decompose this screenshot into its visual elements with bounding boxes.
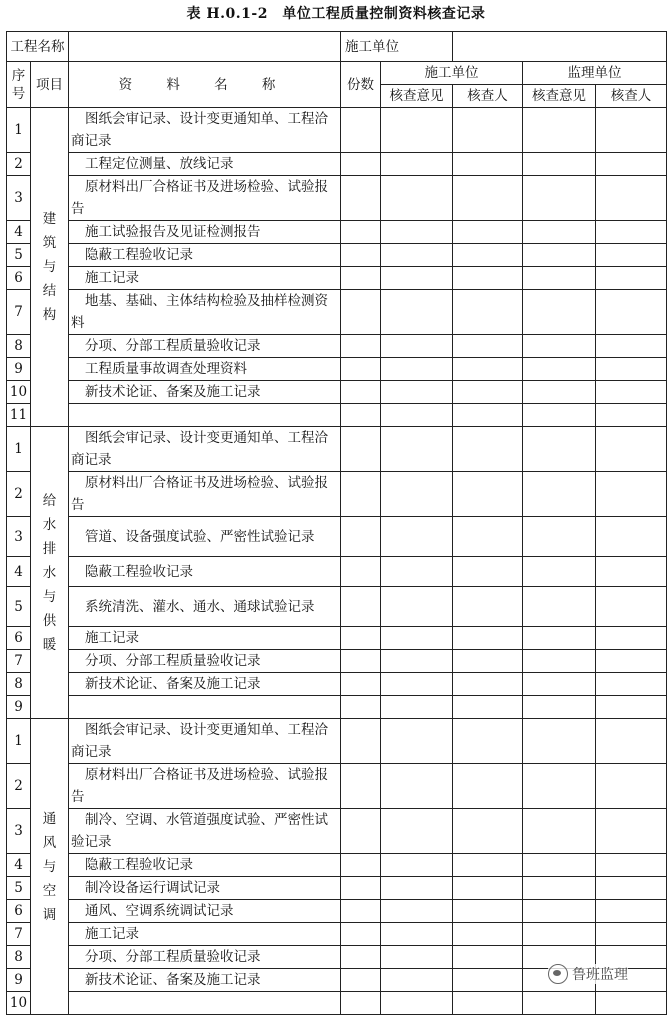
material-name-cell: 新技术论证、备案及施工记录: [69, 969, 341, 992]
contractor-checker-cell[interactable]: [453, 854, 523, 877]
contractor-opinion-cell[interactable]: [381, 587, 453, 627]
material-name-cell: 分项、分部工程质量验收记录: [69, 335, 341, 358]
contractor-label: 施工单位: [341, 32, 453, 62]
supervisor-checker-cell[interactable]: [596, 427, 667, 472]
supervisor-opinion-cell[interactable]: [523, 472, 596, 517]
table-row: [7, 221, 667, 244]
row-number: 6: [7, 627, 31, 650]
table-row: [7, 992, 667, 1015]
category-cell: [31, 719, 69, 1015]
supervisor-opinion-cell[interactable]: [523, 587, 596, 627]
copies-cell[interactable]: [341, 809, 381, 854]
supervisor-opinion-cell[interactable]: [523, 764, 596, 809]
contractor-opinion-cell[interactable]: [381, 696, 453, 719]
supervisor-checker-cell[interactable]: [596, 696, 667, 719]
contractor-checker-cell[interactable]: [453, 153, 523, 176]
row-number: 5: [7, 244, 31, 267]
supervisor-opinion-cell[interactable]: [523, 696, 596, 719]
supervisor-opinion-cell[interactable]: [523, 992, 596, 1015]
material-name-cell: [69, 696, 341, 719]
copies-header: 份数: [341, 62, 381, 108]
copies-cell[interactable]: [341, 900, 381, 923]
supervisor-opinion-cell[interactable]: [523, 153, 596, 176]
supervisor-checker-cell[interactable]: [596, 358, 667, 381]
contractor-opinion-cell[interactable]: [381, 153, 453, 176]
table-row: [7, 427, 667, 472]
material-name-cell: 隐蔽工程验收记录: [69, 244, 341, 267]
supervisor-checker-cell[interactable]: [596, 176, 667, 221]
copies-cell[interactable]: [341, 244, 381, 267]
supervisor-opinion-cell[interactable]: [523, 854, 596, 877]
supervisor-checker-cell[interactable]: [596, 290, 667, 335]
copies-cell[interactable]: [341, 696, 381, 719]
contractor-opinion-cell[interactable]: [381, 335, 453, 358]
supervisor-checker-cell[interactable]: [596, 108, 667, 153]
copies-cell[interactable]: [341, 877, 381, 900]
supervisor-checker-cell[interactable]: [596, 381, 667, 404]
copies-cell[interactable]: [341, 764, 381, 809]
row-number: 4: [7, 221, 31, 244]
supervisor-checker-cell[interactable]: [596, 472, 667, 517]
table-row: [7, 153, 667, 176]
category-cell: [31, 108, 69, 427]
row-number: 8: [7, 673, 31, 696]
contractor-checker-cell[interactable]: [453, 404, 523, 427]
material-name-cell: 工程定位测量、放线记录: [69, 153, 341, 176]
column-header-row-1: [7, 62, 667, 85]
table-row: [7, 923, 667, 946]
supervisor-checker-cell[interactable]: [596, 764, 667, 809]
row-number: 3: [7, 809, 31, 854]
material-name-header: 资 料 名 称: [69, 62, 341, 108]
contractor-checker-cell[interactable]: [453, 517, 523, 557]
material-name-cell: [69, 992, 341, 1015]
contractor-opinion-cell[interactable]: [381, 946, 453, 969]
row-number: 2: [7, 764, 31, 809]
contractor-opinion-cell[interactable]: [381, 517, 453, 557]
supervisor-opinion-cell[interactable]: [523, 108, 596, 153]
contractor-opinion-cell[interactable]: [381, 854, 453, 877]
supervisor-checker-cell[interactable]: [596, 221, 667, 244]
supervisor-opinion-cell[interactable]: [523, 809, 596, 854]
contractor-checker-cell[interactable]: [453, 696, 523, 719]
contractor-checker-cell[interactable]: [453, 969, 523, 992]
supervisor-checker-cell[interactable]: [596, 923, 667, 946]
contractor-opinion-cell[interactable]: [381, 221, 453, 244]
copies-cell[interactable]: [341, 153, 381, 176]
contractor-checker-cell[interactable]: [453, 877, 523, 900]
material-name-cell: [69, 404, 341, 427]
contractor-checker-cell[interactable]: [453, 557, 523, 587]
contractor-opinion-cell[interactable]: [381, 267, 453, 290]
contractor-opinion-cell[interactable]: [381, 900, 453, 923]
supervisor-opinion-cell[interactable]: [523, 381, 596, 404]
row-number: 5: [7, 587, 31, 627]
contractor-checker-cell[interactable]: [453, 427, 523, 472]
material-name-cell: 原材料出厂合格证书及进场检验、试验报告: [69, 472, 341, 517]
row-number: 6: [7, 267, 31, 290]
table-row: [7, 290, 667, 335]
supervisor-checker-cell[interactable]: [596, 557, 667, 587]
supervisor-opinion-cell[interactable]: [523, 719, 596, 764]
table-row: [7, 627, 667, 650]
copies-cell[interactable]: [341, 969, 381, 992]
table-row: [7, 108, 667, 153]
table-row: [7, 358, 667, 381]
row-number: 11: [7, 404, 31, 427]
contractor-opinion-cell[interactable]: [381, 290, 453, 335]
supervisor-opinion-cell[interactable]: [523, 557, 596, 587]
row-number: 3: [7, 517, 31, 557]
category-label: 通风与空调: [42, 810, 57, 923]
row-number: 3: [7, 176, 31, 221]
copies-cell[interactable]: [341, 381, 381, 404]
table-row: [7, 587, 667, 627]
contractor-opinion-cell[interactable]: [381, 992, 453, 1015]
supervisor-checker-cell[interactable]: [596, 650, 667, 673]
copies-cell[interactable]: [341, 176, 381, 221]
supervisor-checker-cell[interactable]: [596, 877, 667, 900]
material-name-cell: 新技术论证、备案及施工记录: [69, 673, 341, 696]
copies-cell[interactable]: [341, 267, 381, 290]
contractor-opinion-cell[interactable]: [381, 427, 453, 472]
contractor-opinion-cell[interactable]: [381, 650, 453, 673]
material-name-cell: 图纸会审记录、设计变更通知单、工程洽商记录: [69, 108, 341, 153]
copies-cell[interactable]: [341, 587, 381, 627]
table-row: [7, 472, 667, 517]
supervisor-opinion-cell[interactable]: [523, 244, 596, 267]
contractor-opinion-cell[interactable]: [381, 557, 453, 587]
contractor-opinion-cell[interactable]: [381, 673, 453, 696]
supervisor-opinion-cell[interactable]: [523, 404, 596, 427]
contractor-checker-cell[interactable]: [453, 244, 523, 267]
row-number: 5: [7, 877, 31, 900]
contractor-checker-cell[interactable]: [453, 587, 523, 627]
material-name-cell: 施工记录: [69, 627, 341, 650]
category-cell: [31, 427, 69, 719]
copies-cell[interactable]: [341, 719, 381, 764]
copies-cell[interactable]: [341, 358, 381, 381]
row-number: 7: [7, 290, 31, 335]
table-row: [7, 809, 667, 854]
contractor-checker-cell[interactable]: [453, 992, 523, 1015]
supervisor-checker-cell[interactable]: [596, 900, 667, 923]
row-number: 10: [7, 381, 31, 404]
contractor-opinion-cell[interactable]: [381, 381, 453, 404]
material-name-cell: 通风、空调系统调试记录: [69, 900, 341, 923]
supervisor-checker-cell[interactable]: [596, 267, 667, 290]
copies-cell[interactable]: [341, 650, 381, 673]
material-name-cell: 隐蔽工程验收记录: [69, 557, 341, 587]
supervisor-checker-cell[interactable]: [596, 719, 667, 764]
supervisor-opinion-cell[interactable]: [523, 267, 596, 290]
contractor-checker-cell[interactable]: [453, 176, 523, 221]
row-number: 6: [7, 900, 31, 923]
material-name-cell: 地基、基础、主体结构检验及抽样检测资料: [69, 290, 341, 335]
contractor-checker-cell[interactable]: [453, 719, 523, 764]
table-row: [7, 650, 667, 673]
project-name-label: 工程名称: [7, 32, 69, 62]
table-row: [7, 673, 667, 696]
material-name-cell: 管道、设备强度试验、严密性试验记录: [69, 517, 341, 557]
copies-cell[interactable]: [341, 946, 381, 969]
contractor-checker-cell[interactable]: [453, 335, 523, 358]
row-number: 10: [7, 992, 31, 1015]
table-row: [7, 764, 667, 809]
supervisor-opinion-cell[interactable]: [523, 517, 596, 557]
contractor-checker-cell[interactable]: [453, 221, 523, 244]
supervisor-checker-cell[interactable]: [596, 153, 667, 176]
table-row: [7, 900, 667, 923]
watermark-text: 鲁班监理: [572, 967, 628, 983]
supervisor-checker-cell[interactable]: [596, 335, 667, 358]
supervisor-checker-cell[interactable]: [596, 587, 667, 627]
contractor-checker-cell[interactable]: [453, 673, 523, 696]
row-number: 1: [7, 108, 31, 153]
supervisor-checker-cell[interactable]: [596, 627, 667, 650]
table-row: [7, 176, 667, 221]
contractor-checker-cell[interactable]: [453, 650, 523, 673]
supervisor-checker-cell[interactable]: [596, 992, 667, 1015]
contractor-opinion-cell[interactable]: [381, 719, 453, 764]
contractor-opinion-cell[interactable]: [381, 969, 453, 992]
copies-cell[interactable]: [341, 472, 381, 517]
contractor-checker-cell[interactable]: [453, 627, 523, 650]
material-name-cell: 图纸会审记录、设计变更通知单、工程洽商记录: [69, 719, 341, 764]
material-name-cell: 施工试验报告及见证检测报告: [69, 221, 341, 244]
row-number: 9: [7, 969, 31, 992]
page-title: 表 H.0.1-2 单位工程质量控制资料核查记录: [186, 6, 486, 22]
contractor-checker-cell[interactable]: [453, 108, 523, 153]
supervisor-checker-header: 核查人: [596, 85, 667, 108]
project-info-row: [7, 32, 667, 62]
row-number: 8: [7, 946, 31, 969]
row-number: 7: [7, 923, 31, 946]
contractor-checker-cell[interactable]: [453, 381, 523, 404]
contractor-checker-header: 核查人: [453, 85, 523, 108]
contractor-opinion-cell[interactable]: [381, 809, 453, 854]
row-number: 9: [7, 358, 31, 381]
row-number: 1: [7, 427, 31, 472]
quality-control-records-table: [6, 31, 667, 1015]
contractor-unit-header: 施工单位: [381, 62, 523, 85]
row-number: 2: [7, 153, 31, 176]
copies-cell[interactable]: [341, 557, 381, 587]
supervisor-opinion-cell[interactable]: [523, 335, 596, 358]
row-number: 4: [7, 854, 31, 877]
contractor-checker-cell[interactable]: [453, 358, 523, 381]
category-label: 给水排水与供暖: [42, 492, 57, 653]
supervisor-checker-cell[interactable]: [596, 809, 667, 854]
copies-cell[interactable]: [341, 404, 381, 427]
copies-cell[interactable]: [341, 627, 381, 650]
supervisor-unit-header: 监理单位: [523, 62, 667, 85]
contractor-checker-cell[interactable]: [453, 472, 523, 517]
row-number: 1: [7, 719, 31, 764]
table-row: [7, 244, 667, 267]
material-name-cell: 图纸会审记录、设计变更通知单、工程洽商记录: [69, 427, 341, 472]
table-row: [7, 696, 667, 719]
contractor-checker-cell[interactable]: [453, 290, 523, 335]
contractor-opinion-cell[interactable]: [381, 176, 453, 221]
supervisor-checker-cell[interactable]: [596, 244, 667, 267]
copies-cell[interactable]: [341, 517, 381, 557]
supervisor-opinion-cell[interactable]: [523, 358, 596, 381]
row-number: 9: [7, 696, 31, 719]
supervisor-opinion-cell[interactable]: [523, 877, 596, 900]
material-name-cell: 分项、分部工程质量验收记录: [69, 946, 341, 969]
watermark: [548, 964, 628, 984]
row-number: 2: [7, 472, 31, 517]
row-number: 7: [7, 650, 31, 673]
supervisor-opinion-cell[interactable]: [523, 427, 596, 472]
contractor-field[interactable]: [453, 32, 667, 62]
table-row: [7, 267, 667, 290]
contractor-opinion-cell[interactable]: [381, 877, 453, 900]
material-name-cell: 制冷设备运行调试记录: [69, 877, 341, 900]
contractor-opinion-cell[interactable]: [381, 404, 453, 427]
contractor-opinion-cell[interactable]: [381, 764, 453, 809]
table-row: [7, 404, 667, 427]
table-row: [7, 877, 667, 900]
material-name-cell: 制冷、空调、水管道强度试验、严密性试验记录: [69, 809, 341, 854]
supervisor-checker-cell[interactable]: [596, 673, 667, 696]
table-row: [7, 557, 667, 587]
material-name-cell: 新技术论证、备案及施工记录: [69, 381, 341, 404]
contractor-opinion-cell[interactable]: [381, 472, 453, 517]
table-row: [7, 517, 667, 557]
wechat-icon: [548, 964, 568, 984]
supervisor-opinion-cell[interactable]: [523, 650, 596, 673]
row-number: 4: [7, 557, 31, 587]
contractor-checker-cell[interactable]: [453, 900, 523, 923]
supervisor-checker-cell[interactable]: [596, 517, 667, 557]
table-row: [7, 335, 667, 358]
supervisor-opinion-cell[interactable]: [523, 923, 596, 946]
supervisor-opinion-cell[interactable]: [523, 290, 596, 335]
material-name-cell: 原材料出厂合格证书及进场检验、试验报告: [69, 176, 341, 221]
contractor-opinion-cell[interactable]: [381, 244, 453, 267]
contractor-check-opinion-header: 核查意见: [381, 85, 453, 108]
supervisor-check-opinion-header: 核查意见: [523, 85, 596, 108]
contractor-opinion-cell[interactable]: [381, 358, 453, 381]
copies-cell[interactable]: [341, 923, 381, 946]
row-number: 8: [7, 335, 31, 358]
material-name-cell: 隐蔽工程验收记录: [69, 854, 341, 877]
supervisor-checker-cell[interactable]: [596, 854, 667, 877]
contractor-opinion-cell[interactable]: [381, 923, 453, 946]
copies-cell[interactable]: [341, 673, 381, 696]
seq-header: 序号: [7, 62, 31, 108]
material-name-cell: 工程质量事故调查处理资料: [69, 358, 341, 381]
table-row: [7, 381, 667, 404]
contractor-opinion-cell[interactable]: [381, 108, 453, 153]
material-name-cell: 分项、分部工程质量验收记录: [69, 650, 341, 673]
material-name-cell: 系统清洗、灌水、通水、通球试验记录: [69, 587, 341, 627]
supervisor-checker-cell[interactable]: [596, 404, 667, 427]
contractor-checker-cell[interactable]: [453, 809, 523, 854]
material-name-cell: 施工记录: [69, 923, 341, 946]
supervisor-opinion-cell[interactable]: [523, 221, 596, 244]
supervisor-opinion-cell[interactable]: [523, 673, 596, 696]
copies-cell[interactable]: [341, 992, 381, 1015]
copies-cell[interactable]: [341, 335, 381, 358]
copies-cell[interactable]: [341, 108, 381, 153]
contractor-opinion-cell[interactable]: [381, 627, 453, 650]
item-header: 项目: [31, 62, 69, 108]
project-name-field[interactable]: [69, 32, 341, 62]
supervisor-opinion-cell[interactable]: [523, 627, 596, 650]
material-name-cell: 施工记录: [69, 267, 341, 290]
table-row: [7, 854, 667, 877]
category-label: 建筑与结构: [42, 211, 57, 323]
contractor-checker-cell[interactable]: [453, 946, 523, 969]
copies-cell[interactable]: [341, 854, 381, 877]
copies-cell[interactable]: [341, 290, 381, 335]
contractor-checker-cell[interactable]: [453, 764, 523, 809]
copies-cell[interactable]: [341, 427, 381, 472]
supervisor-opinion-cell[interactable]: [523, 176, 596, 221]
material-name-cell: 原材料出厂合格证书及进场检验、试验报告: [69, 764, 341, 809]
table-row: [7, 719, 667, 764]
contractor-checker-cell[interactable]: [453, 923, 523, 946]
copies-cell[interactable]: [341, 221, 381, 244]
supervisor-opinion-cell[interactable]: [523, 900, 596, 923]
contractor-checker-cell[interactable]: [453, 267, 523, 290]
